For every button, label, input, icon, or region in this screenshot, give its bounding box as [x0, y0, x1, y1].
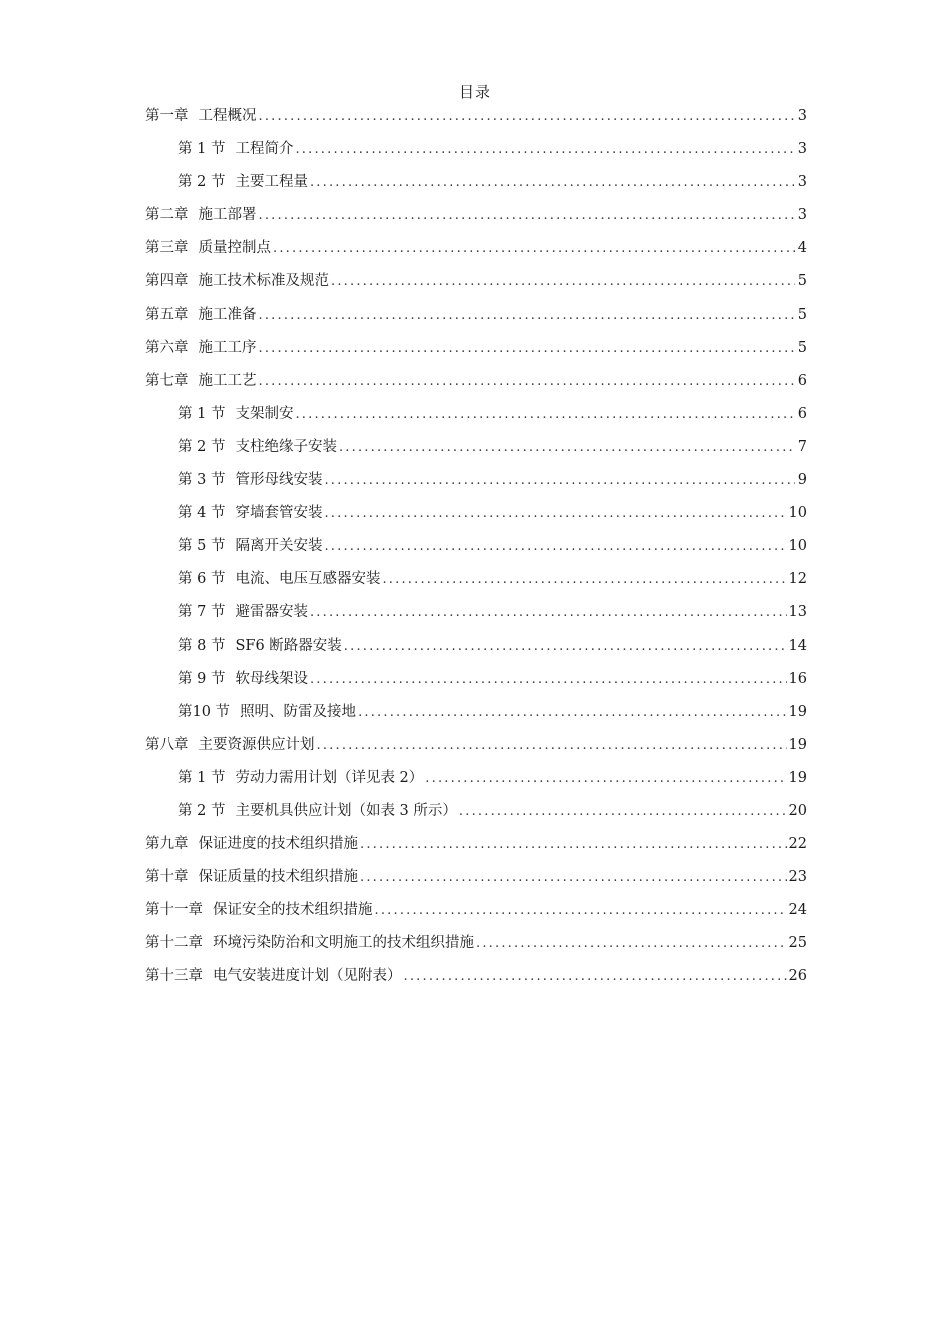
toc-entry-title: 质量控制点 [198, 240, 271, 257]
toc-page-number: 22 [788, 836, 807, 853]
toc-dot-leader [259, 104, 796, 129]
toc-entry-title: 主要工程量 [235, 174, 308, 191]
toc-page-number: 3 [797, 174, 807, 191]
toc-dot-leader [382, 567, 786, 592]
toc-dot-leader [310, 667, 787, 692]
toc-page-number: 7 [797, 438, 807, 455]
toc-entry-title: 保证安全的技术组织措施 [213, 902, 373, 919]
toc-entry-number: 第 6 节 [178, 571, 226, 588]
toc-entry-number: 第九章 [145, 836, 189, 853]
toc-entry-title: 环境污染防治和文明施工的技术组织措施 [213, 935, 474, 952]
toc-dot-leader [324, 468, 795, 493]
toc-dot-leader [344, 634, 787, 659]
toc-entry-number: 第一章 [145, 108, 189, 124]
toc-page-number: 12 [788, 571, 807, 588]
toc-page-number: 26 [788, 968, 807, 985]
toc-section-entry[interactable] [145, 170, 807, 203]
toc-entry-title: 电流、电压互感器安装 [235, 571, 381, 588]
toc-entry-title: 工程简介 [235, 141, 294, 158]
toc-chapter-entry[interactable] [145, 104, 807, 137]
toc-dot-leader [273, 236, 795, 261]
toc-page-number: 3 [797, 207, 807, 224]
toc-section-entry[interactable] [145, 534, 807, 567]
toc-entry-title: 保证质量的技术组织措施 [198, 869, 358, 886]
toc-dot-leader [476, 931, 787, 956]
toc-dot-leader [360, 832, 787, 857]
toc-entry-title: 施工准备 [198, 306, 257, 323]
toc-page-number: 19 [788, 703, 807, 720]
toc-entry-title: 软母线架设 [235, 670, 308, 687]
toc-entry-number: 第 5 节 [178, 538, 226, 555]
toc-page-number: 19 [788, 769, 807, 786]
toc-chapter-entry[interactable] [145, 336, 807, 369]
toc-entry-number: 第 2 节 [178, 174, 226, 191]
toc-dot-leader [404, 964, 787, 989]
toc-entry-title: 照明、防雷及接地 [240, 703, 357, 720]
toc-dot-leader [310, 600, 787, 625]
toc-entry-number: 第十一章 [145, 902, 203, 919]
toc-chapter-entry[interactable] [145, 832, 807, 865]
toc-page-number: 14 [788, 637, 807, 654]
toc-entry-title: 施工工序 [198, 339, 257, 356]
toc-dot-leader [259, 336, 796, 361]
toc-entry-number: 第 3 节 [178, 472, 226, 489]
toc-page-number: 3 [797, 108, 807, 124]
toc-page-number: 25 [788, 935, 807, 952]
toc-page-number: 4 [797, 240, 807, 257]
toc-page-number: 6 [797, 405, 807, 422]
toc-chapter-entry[interactable] [145, 898, 807, 931]
toc-entry-number: 第 9 节 [178, 670, 226, 687]
toc-entry-number: 第三章 [145, 240, 189, 257]
toc-chapter-entry[interactable] [145, 733, 807, 766]
toc-entry-title: 工程概况 [198, 108, 257, 124]
toc-entry-number: 第 2 节 [178, 802, 226, 819]
toc-page-number: 10 [788, 538, 807, 555]
toc-dot-leader [295, 137, 795, 162]
toc-section-entry[interactable] [145, 766, 807, 799]
toc-dot-leader [317, 733, 787, 758]
toc-section-entry[interactable] [145, 667, 807, 700]
toc-dot-leader [259, 369, 796, 394]
toc-entry-title: 施工部署 [198, 207, 257, 224]
toc-entry-title: SF6 断路器安装 [235, 637, 342, 654]
toc-entry-number: 第二章 [145, 207, 189, 224]
toc-entry-title: 主要资源供应计划 [198, 736, 315, 753]
toc-dot-leader [331, 269, 795, 294]
toc-chapter-entry[interactable] [145, 236, 807, 269]
toc-chapter-entry[interactable] [145, 269, 807, 302]
toc-chapter-entry[interactable] [145, 964, 807, 997]
toc-entry-title: 施工技术标准及规范 [198, 273, 329, 290]
toc-page-number: 16 [788, 670, 807, 687]
toc-entry-number: 第五章 [145, 306, 189, 323]
toc-entry-number: 第 7 节 [178, 604, 226, 621]
toc-dot-leader [375, 898, 787, 923]
toc-chapter-entry[interactable] [145, 865, 807, 898]
toc-dot-leader [259, 303, 796, 328]
toc-page-number: 10 [788, 505, 807, 522]
toc-section-entry[interactable] [145, 501, 807, 534]
toc-section-entry[interactable] [145, 402, 807, 435]
toc-page-number: 19 [788, 736, 807, 753]
toc-entry-title: 施工工艺 [198, 372, 257, 389]
toc-section-entry[interactable] [145, 567, 807, 600]
toc-section-entry[interactable] [145, 700, 807, 733]
toc-entry-title: 劳动力需用计划（详见表 2） [235, 769, 424, 786]
toc-page-number: 3 [797, 141, 807, 158]
toc-entry-number: 第六章 [145, 339, 189, 356]
toc-page-number: 9 [797, 472, 807, 489]
toc-entry-number: 第四章 [145, 273, 189, 290]
toc-dot-leader [360, 865, 787, 890]
toc-entry-number: 第 1 节 [178, 405, 226, 422]
toc-chapter-entry[interactable] [145, 369, 807, 402]
toc-dot-leader [358, 700, 786, 725]
toc-list [145, 104, 807, 998]
toc-entry-number: 第 2 节 [178, 438, 226, 455]
toc-entry-number: 第 1 节 [178, 769, 226, 786]
toc-entry-number: 第 8 节 [178, 637, 226, 654]
toc-section-entry[interactable] [145, 634, 807, 667]
toc-section-entry[interactable] [145, 468, 807, 501]
toc-entry-title: 隔离开关安装 [235, 538, 323, 555]
toc-entry-title: 支架制安 [235, 405, 294, 422]
toc-dot-leader [324, 534, 786, 559]
toc-entry-number: 第十三章 [145, 968, 203, 985]
toc-dot-leader [425, 766, 786, 791]
toc-page-number: 24 [788, 902, 807, 919]
toc-entry-number: 第十二章 [145, 935, 203, 952]
toc-dot-leader [310, 170, 795, 195]
toc-entry-title: 避雷器安装 [235, 604, 308, 621]
toc-dot-leader [259, 203, 796, 228]
toc-page-number: 13 [788, 604, 807, 621]
toc-section-entry[interactable] [145, 799, 807, 832]
toc-entry-number: 第十章 [145, 869, 189, 886]
toc-title: 目录 [458, 83, 491, 101]
toc-page-number: 20 [788, 802, 807, 819]
toc-section-entry[interactable] [145, 137, 807, 170]
toc-entry-number: 第 4 节 [178, 505, 226, 522]
toc-dot-leader [459, 799, 787, 824]
toc-page-number: 23 [788, 869, 807, 886]
toc-chapter-entry[interactable] [145, 203, 807, 236]
toc-chapter-entry[interactable] [145, 303, 807, 336]
toc-entry-title: 穿墙套管安装 [235, 505, 323, 522]
toc-entry-title: 管形母线安装 [235, 472, 323, 489]
toc-entry-number: 第 1 节 [178, 141, 226, 158]
toc-entry-number: 第10 节 [178, 703, 231, 720]
toc-entry-number: 第八章 [145, 736, 189, 753]
toc-dot-leader [295, 402, 795, 427]
toc-page-number: 5 [797, 306, 807, 323]
toc-dot-leader [339, 435, 795, 460]
toc-section-entry[interactable] [145, 435, 807, 468]
toc-entry-title: 主要机具供应计划（如表 3 所示） [235, 802, 457, 819]
toc-section-entry[interactable] [145, 600, 807, 633]
toc-page-number: 5 [797, 273, 807, 290]
toc-entry-title: 保证进度的技术组织措施 [198, 836, 358, 853]
toc-entry-number: 第七章 [145, 372, 189, 389]
toc-page-number: 6 [797, 372, 807, 389]
toc-dot-leader [324, 501, 786, 526]
toc-page-number: 5 [797, 339, 807, 356]
toc-chapter-entry[interactable] [145, 931, 807, 964]
toc-entry-title: 电气安装进度计划（见附表） [213, 968, 402, 985]
toc-entry-title: 支柱绝缘子安装 [235, 438, 337, 455]
